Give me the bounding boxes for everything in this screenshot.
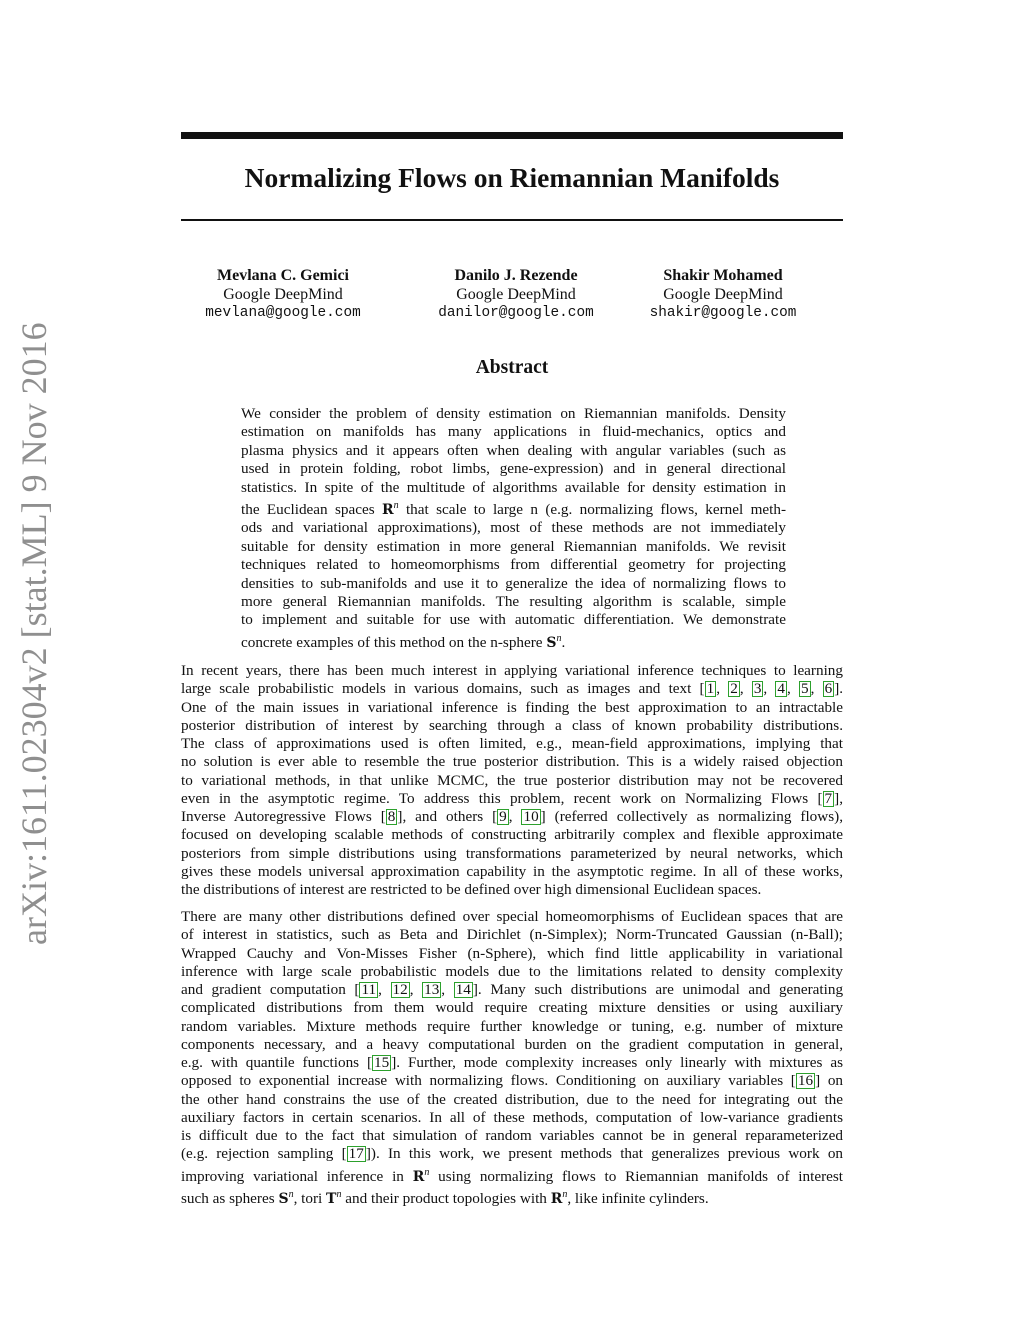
author-1 — [183, 266, 383, 323]
text-line: suitable for density estimation in more general Riemannian manifolds. We revisit — [241, 537, 786, 555]
citation-link[interactable]: 1 — [706, 680, 715, 698]
author-affiliation: Google DeepMind — [223, 286, 343, 303]
text-line: opposed to exponential increase with normalizing flows. Conditioning on auxiliary variables [ 16 ] on — [181, 1072, 844, 1090]
text-line: Wrapped Cauchy and Von-Misses Fisher (n-Sphere), which find little applicability in variational — [181, 944, 843, 962]
arxiv-identifier: arXiv:1611.02304v2 [stat.ML] 9 Nov 2016 — [14, 322, 54, 945]
text-line: densities to sub-manifolds and use it to generalize the idea of normalizing flows to — [241, 574, 786, 592]
citation-link[interactable]: 2 — [730, 680, 738, 698]
citation-link[interactable]: 13 — [424, 981, 440, 998]
citation-link[interactable]: 14 — [455, 981, 471, 998]
author-email: shakir@google.com — [649, 305, 797, 321]
text-line: posteriors from simple distributions using transformations parameterized by neural networks, which — [181, 844, 843, 862]
intro-paragraph-1 — [181, 662, 843, 899]
text-line: techniques related to homeomorphisms from differential geometry for projecting — [241, 556, 786, 574]
text-line: Inverse Autoregressive Flows [ 8 ], and others [ 9 , 10 ] (referred collectively as normalizing flows), — [181, 808, 843, 825]
author-name: Danilo J. Rezende — [454, 267, 578, 284]
text-line: to variational methods, in that unlike MCMC, the true posterior distribution may not be recovered — [181, 771, 843, 789]
math-symbol: R — [550, 1190, 563, 1207]
text-line: One of the main issues in variational inference is finding the best approximation to an intractable — [181, 698, 843, 716]
text-line: gives these models universal approximation capability in the asymptotic regime. In all of these works, — [181, 862, 843, 880]
text-line: We consider the problem of density estimation on Riemannian manifolds. Density — [241, 405, 786, 422]
author-name: Mevlana C. Gemici — [217, 267, 349, 284]
citation-link[interactable]: 17 — [348, 1145, 364, 1163]
text-line: There are many other distributions defined over special homeomorphisms of Euclidean spaces that are — [181, 908, 843, 925]
author-block — [181, 266, 843, 328]
math-superscript: n — [424, 1166, 430, 1178]
text-line: statistics. In spite of the multitude of algorithms available for density estimation in — [241, 478, 786, 496]
abstract-heading: Abstract — [475, 357, 549, 378]
math-superscript: n — [556, 632, 562, 644]
citation-link[interactable]: 12 — [392, 981, 408, 998]
text-line: In recent years, there has been much interest in applying variational inference techniques to learning — [181, 662, 843, 679]
citation-link[interactable]: 6 — [824, 680, 833, 698]
text-line: complicated distributions from them would require creating mixture densities or using auxiliary — [181, 999, 843, 1017]
text-line: the Euclidean spaces $R^n$ that scale to large n (e.g. normalizing flows, kernel meth- — [241, 500, 786, 519]
text-line: the distributions of interest are restricted to be defined over high dimensional Euclidean spaces. — [181, 881, 762, 898]
text-line: improving variational inference in $R^n$ using normalizing flows to Riemannian manifolds of interest — [181, 1166, 843, 1185]
citation-link[interactable]: 3 — [753, 680, 762, 698]
text-line: e.g. with quantile functions [ 15 ]. Further, mode complexity increases only linearly with mixtures as — [181, 1054, 844, 1071]
title-rule-bottom — [181, 219, 843, 221]
citation-link[interactable]: 7 — [824, 789, 833, 807]
text-line: estimation on manifolds has many applications in fluid-mechanics, optics and — [241, 423, 786, 441]
math-symbol: S — [278, 1190, 289, 1207]
author-affiliation: Google DeepMind — [456, 286, 576, 303]
text-line: no solution is ever able to resemble the true posterior distribution. This is a widely raised objection — [181, 753, 843, 771]
author-3 — [623, 266, 823, 323]
math-symbol: R — [412, 1168, 425, 1185]
author-affiliation: Google DeepMind — [663, 286, 783, 303]
text-line: auxiliary factors in certain scenarios. In all of these methods, computation of low-variance gradients — [181, 1108, 843, 1126]
title-rule-top — [181, 132, 843, 139]
text-line: The class of approximations used is often limited, e.g., mean-field approximations, implying that — [181, 735, 843, 752]
text-line: large scale probabilistic models in various domains, such as images and text [ 1 , 2 , 3 , 4 , 5 , 6 ]. — [181, 680, 844, 698]
text-line: more general Riemannian manifolds. The resulting algorithm is scalable, simple — [241, 593, 786, 611]
citation-link[interactable]: 10 — [523, 808, 539, 825]
citation-link[interactable]: 15 — [374, 1054, 390, 1071]
text-line: even in the asymptotic regime. To address this problem, recent work on Normalizing Flows [ 7 ], — [181, 789, 843, 807]
text-line: and gradient computation [ 11 , 12 , 13 , 14 ]. Many such distributions are unimodal and generating — [181, 981, 844, 998]
citation-link[interactable]: 4 — [777, 680, 785, 698]
text-line: to implement and suitable for use with automatic differentiation. We demonstrate — [241, 611, 786, 629]
text-line: posterior distribution of interest by searching through a class of known probability distributions. — [181, 716, 843, 734]
text-line: the other hand constrains the use of the created distribution, due to the need for integrating out the — [181, 1090, 843, 1108]
text-line: used in protein folding, robot limbs, gene-expression) and in general directional — [241, 460, 786, 478]
text-line: components necessary, and a heavy computational burden on the gradient computation in general, — [181, 1035, 843, 1053]
text-line: such as spheres $S^n$, tori $T^n$ and their product topologies with $R^n$, like infinite cylinders. — [181, 1188, 709, 1207]
citation-link[interactable]: 16 — [797, 1072, 814, 1090]
citation-link[interactable]: 9 — [499, 808, 507, 825]
text-line: inference with large scale probabilistic models due to the limitations related to density complexity — [181, 962, 843, 980]
paper-title: Normalizing Flows on Riemannian Manifolds — [244, 162, 780, 193]
math-symbol: R — [381, 502, 394, 519]
author-name: Shakir Mohamed — [663, 267, 783, 284]
math-superscript: n — [336, 1188, 342, 1200]
math-symbol: T — [326, 1190, 337, 1207]
text-line: of interest in statistics, such as Beta and Dirichlet (n-Simplex); Norm-Truncated Gaussian (n-Ball); — [181, 926, 843, 944]
text-line: focused on developing scalable methods of constructing arbitrarily complex and flexible approximate — [181, 826, 843, 844]
math-superscript: n — [288, 1188, 294, 1200]
author-email: danilor@google.com — [438, 305, 594, 321]
text-line: (e.g. rejection sampling [ 17 ]). In this work, we present methods that generalizes previous work on — [181, 1145, 844, 1163]
text-line: concrete examples of this method on the n-sphere $S^n$. — [241, 632, 566, 651]
text-line: random variables. Mixture methods require further knowledge or tuning, e.g. number of mixture — [181, 1017, 843, 1035]
intro-paragraph-2 — [181, 908, 843, 1208]
abstract-text — [241, 405, 786, 652]
math-superscript: n — [562, 1188, 568, 1200]
citation-link[interactable]: 11 — [361, 981, 377, 998]
text-line: is difficult due to the fact that simulation of random variables cannot be in general reparameterized — [181, 1127, 843, 1144]
math-superscript: n — [393, 500, 399, 512]
citation-link[interactable]: 8 — [387, 808, 396, 825]
author-2 — [416, 266, 616, 323]
author-email: mevlana@google.com — [205, 305, 361, 321]
text-line: ods and variational approximations), most of these methods are not immediately — [241, 519, 786, 537]
math-symbol: S — [546, 634, 557, 651]
text-line: plasma physics and it appears often when dealing with angular variables (such as — [241, 441, 786, 459]
citation-link[interactable]: 5 — [801, 680, 809, 698]
